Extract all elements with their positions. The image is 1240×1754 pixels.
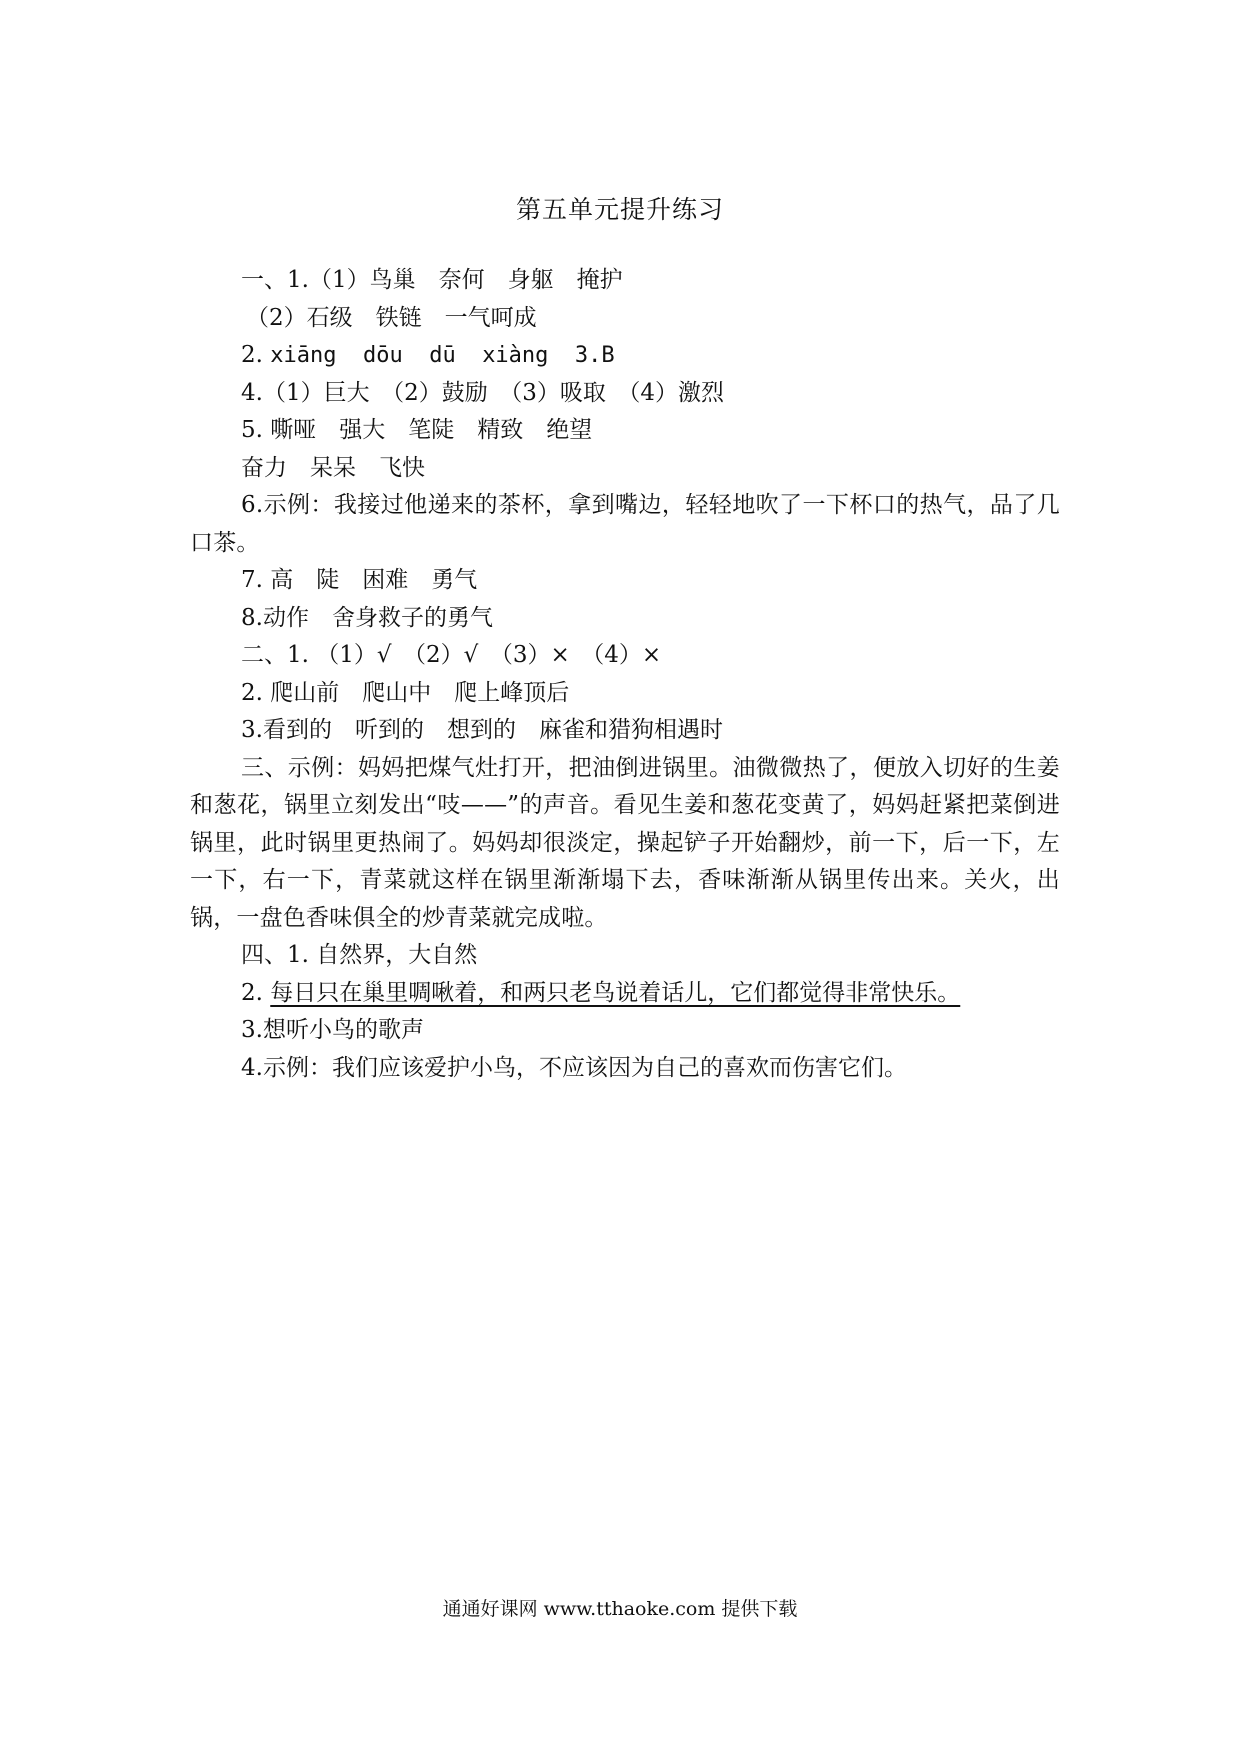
answer-line-underlined <box>190 975 1060 1013</box>
answer-line: 3.看到的 听到的 想到的 麻雀和猎狗相遇时 <box>241 717 723 743</box>
answer-line: 二、1. （1）√ （2）√ （3）× （4）× <box>241 642 662 668</box>
page-title: 第五单元提升练习 <box>515 195 724 224</box>
answer-number: 2. <box>241 979 271 1006</box>
answer-line: 一、1.（1）鸟巢 奈何 身躯 掩护 <box>241 267 623 293</box>
answer-line: （2）石级 铁链 一气呵成 <box>246 304 537 331</box>
answer-line: 7. 高 陡 困难 勇气 <box>241 567 478 593</box>
answer-number: 2. <box>241 342 271 368</box>
answer-line: 奋力 呆呆 飞快 <box>241 454 425 481</box>
underlined-answer: 每日只在巢里啁啾着，和两只老鸟说着话儿，它们都觉得非常快乐。 <box>270 979 961 1006</box>
answer-line: 2. 爬山前 爬山中 爬上峰顶后 <box>241 679 570 706</box>
pinyin-answers: xiāng dōu dū xiàng 3.B <box>270 343 615 368</box>
answer-line-pinyin <box>190 337 1060 375</box>
footer-credit: 通通好课网 www.tthaoke.com 提供下载 <box>442 1598 798 1620</box>
answer-line: 3.想听小鸟的歌声 <box>241 1017 424 1043</box>
answer-content <box>190 262 1060 1087</box>
answer-line: 8.动作 舍身救子的勇气 <box>241 604 493 631</box>
answer-line: 4.示例：我们应该爱护小鸟，不应该因为自己的喜欢而伤害它们。 <box>241 1054 907 1081</box>
answer-paragraph: 6.示例：我接过他递来的茶杯，拿到嘴边，轻轻地吹了一下杯口的热气，品了几口茶。 <box>190 492 1060 556</box>
answer-paragraph: 三、示例：妈妈把煤气灶打开，把油倒进锅里。油微微热了，便放入切好的生姜和葱花，锅里立刻发出“吱——”的声音。看见生姜和葱花变黄了，妈妈赶紧把菜倒进锅里，此时锅里更热闹了。妈妈却很淡定，操起铲子开始翻炒，前一下，后一下，左一下，右一下，青菜就这样在锅里渐渐塌下去，香味渐渐从锅里传出来。关火，出锅，一盘色香味俱全的炒青菜就完成啦。 <box>190 754 1060 931</box>
answer-line: 4.（1）巨大 （2）鼓励 （3）吸取 （4）激烈 <box>241 379 724 406</box>
answer-line: 5. 嘶哑 强大 笔陡 精致 绝望 <box>241 417 593 443</box>
answer-line: 四、1. 自然界，大自然 <box>241 942 478 968</box>
